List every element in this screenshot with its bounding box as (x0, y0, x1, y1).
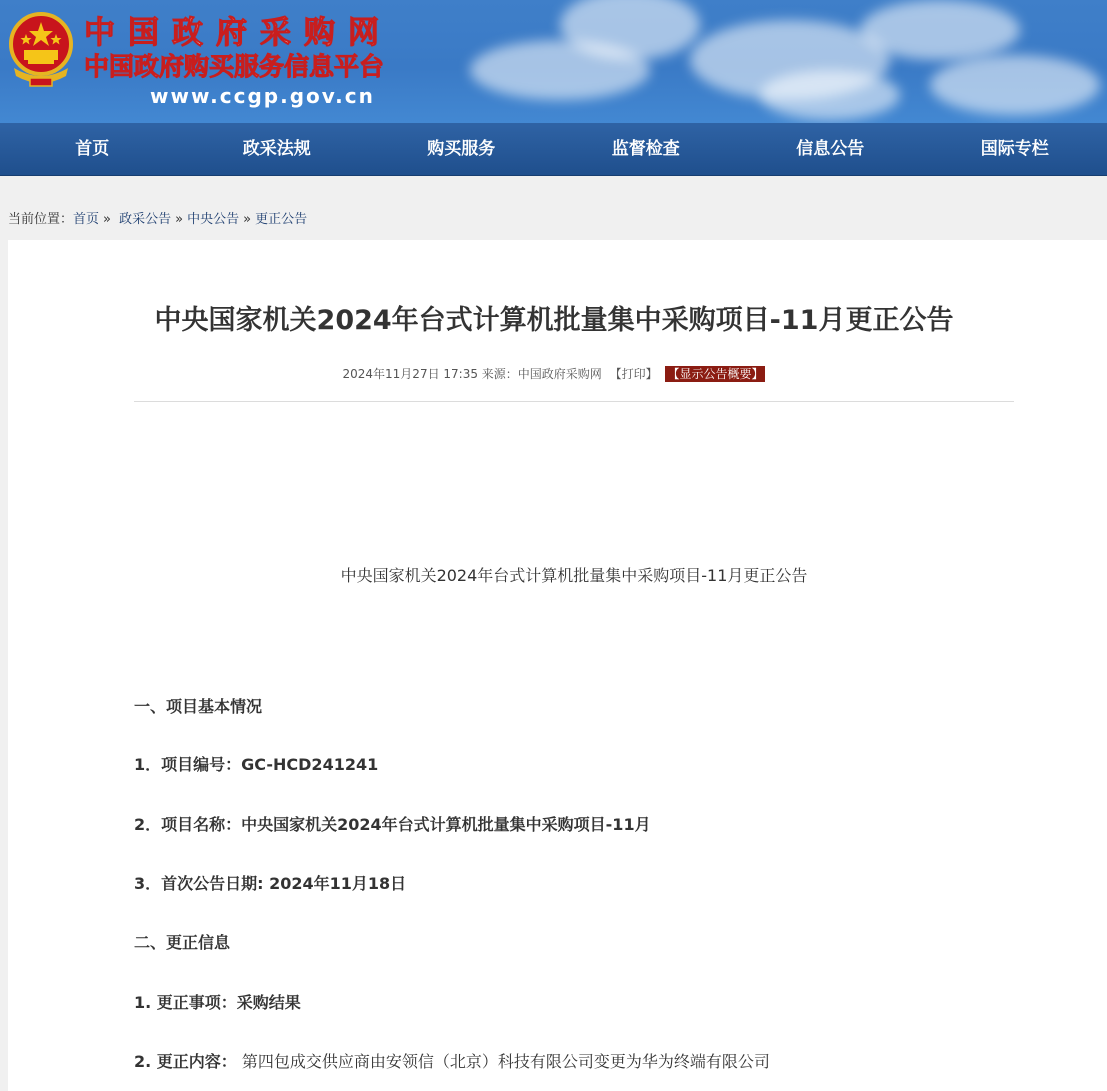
site-name-primary: 中国政府采购网 (84, 15, 392, 51)
breadcrumb (0, 176, 1107, 240)
breadcrumb-separator: » (243, 212, 252, 227)
nav-item-announcements[interactable]: 信息公告 (796, 138, 865, 159)
breadcrumb-correction-notices[interactable]: 更正公告 (255, 212, 308, 227)
section-heading (134, 694, 262, 717)
section-heading (134, 930, 230, 953)
nav-item-supervision[interactable]: 监督检查 (611, 138, 680, 159)
nav-item-home[interactable]: 首页 (75, 138, 110, 159)
site-brand[interactable] (84, 16, 392, 108)
paragraph-text: 第四包成交供应商由安领信（北京）科技有限公司变更为华为终端有限公司 (241, 1052, 770, 1071)
site-name-secondary: 中国政府购买服务信息平台 (84, 52, 385, 81)
breadcrumb-home[interactable]: 首页 (73, 212, 100, 227)
cloud-decoration (930, 55, 1100, 115)
print-link[interactable]: 【打印】 (609, 367, 658, 381)
paragraph-bold: 2. 更正内容： (134, 1052, 237, 1071)
article-panel (8, 240, 1107, 1091)
nav-item-regulations[interactable]: 政采法规 (242, 138, 311, 159)
cloud-decoration (860, 0, 1020, 60)
paragraph-bold: 1．项目编号：GC-HCD241241 (134, 755, 379, 774)
site-url: www.ccgp.gov.cn (150, 84, 375, 108)
breadcrumb-separator: » (103, 212, 111, 227)
paragraph-bold: 一、项目基本情况 (134, 697, 263, 716)
breadcrumb-prefix: 当前位置： (8, 212, 74, 227)
article-date-source: 2024年11月27日 17:35 来源：中国政府采购网 (342, 367, 602, 381)
article-meta (8, 365, 1100, 382)
nav-item-international[interactable]: 国际专栏 (980, 138, 1049, 159)
paragraph-bold: 1. 更正事项：采购结果 (134, 993, 301, 1012)
paragraph-first-notice-date (134, 871, 406, 894)
title-divider (134, 401, 1014, 402)
article-title: 中央国家机关2024年台式计算机批量集中采购项目-11月更正公告 (154, 305, 954, 336)
paragraph-correction-content (134, 1049, 770, 1072)
document-title: 中央国家机关2024年台式计算机批量集中采购项目-11月更正公告 (340, 566, 808, 585)
show-summary-button[interactable]: 【显示公告概要】 (667, 367, 764, 381)
site-banner (0, 0, 1107, 123)
paragraph-project-name (134, 812, 651, 835)
cloud-decoration (760, 70, 900, 120)
breadcrumb-central-notices[interactable]: 中央公告 (187, 212, 240, 227)
paragraph-bold: 二、更正信息 (134, 933, 231, 952)
breadcrumb-procurement-notices[interactable]: 政采公告 (119, 212, 172, 227)
paragraph-project-number (134, 752, 378, 775)
breadcrumb-separator: » (175, 212, 184, 227)
paragraph-correction-item (134, 990, 301, 1013)
paragraph-bold: 2．项目名称：中央国家机关2024年台式计算机批量集中采购项目-11月 (134, 815, 651, 834)
national-emblem-icon (8, 10, 74, 92)
nav-item-purchase-services[interactable]: 购买服务 (427, 138, 496, 159)
main-nav (0, 123, 1107, 176)
paragraph-bold: 3．首次公告日期: 2024年11月18日 (134, 874, 407, 893)
